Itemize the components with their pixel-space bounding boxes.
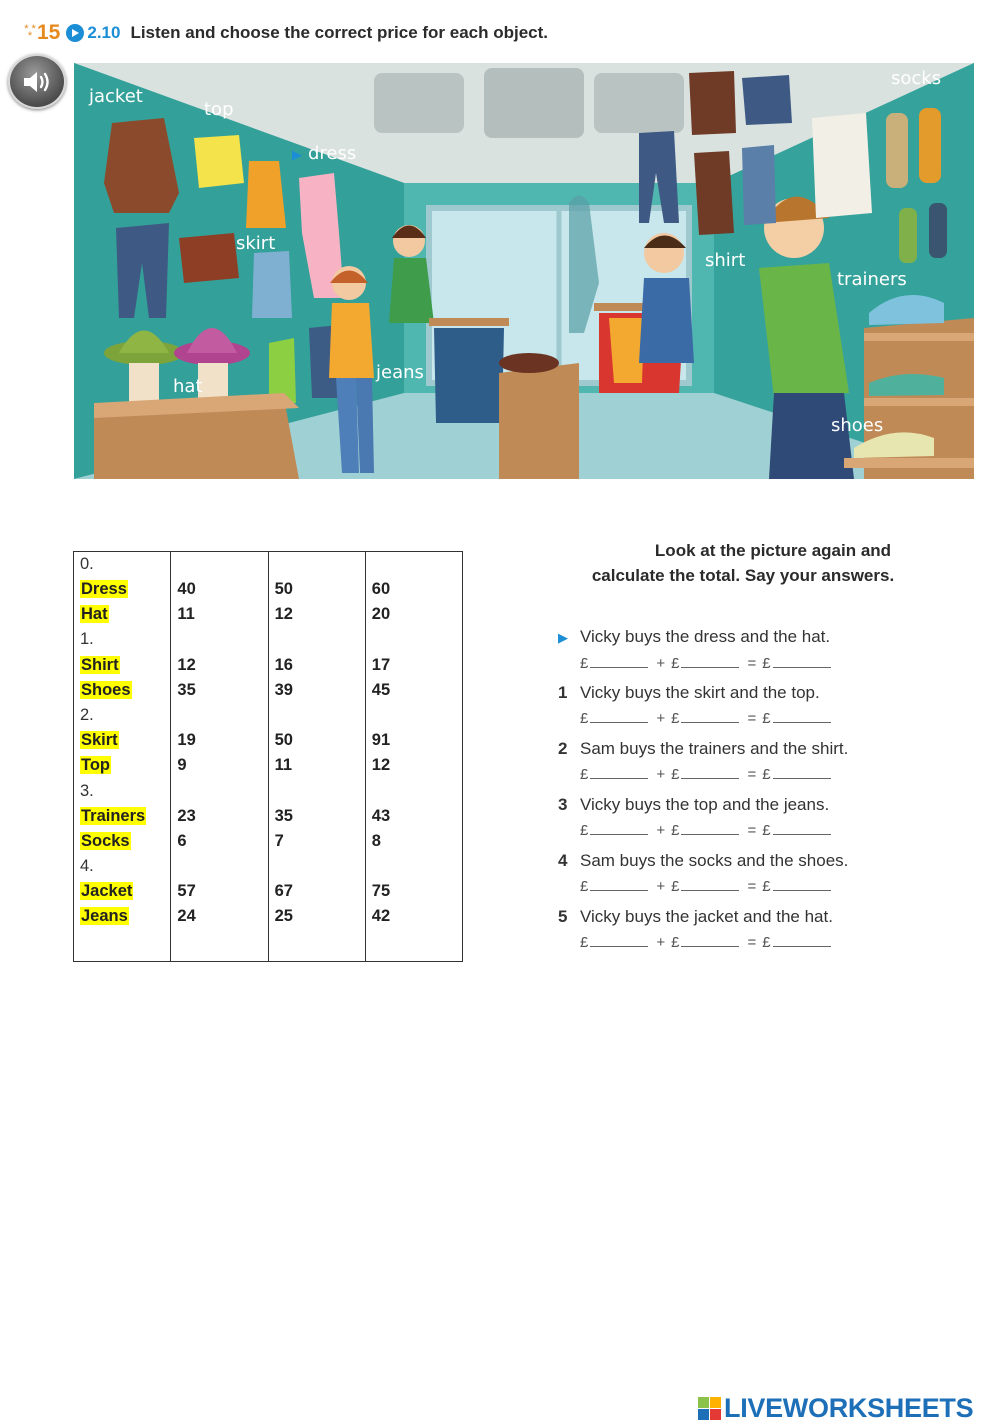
price-table [73, 551, 463, 962]
heading-line: calculate the total. Say your answers. [591, 566, 895, 585]
table-row [74, 829, 463, 854]
list-item [558, 850, 938, 906]
price-option[interactable]: 50 [268, 577, 365, 602]
item-name: Socks [81, 831, 130, 850]
item-text: Vicky buys the top and the jeans. [580, 795, 830, 814]
price-option[interactable]: 16 [268, 653, 365, 678]
answer-blank[interactable] [681, 654, 739, 668]
item-name: Jeans [81, 907, 128, 926]
answer-blank[interactable] [773, 821, 831, 835]
price-option[interactable]: 23 [171, 804, 268, 829]
list-item [558, 738, 938, 794]
track-number: 2.10 [87, 23, 121, 42]
price-option[interactable]: 6 [171, 829, 268, 854]
answer-blank[interactable] [590, 709, 648, 723]
liveworksheets-branding[interactable] [698, 1394, 973, 1422]
answer-blank[interactable] [590, 821, 648, 835]
price-option[interactable]: 12 [268, 602, 365, 627]
group-row [74, 552, 463, 578]
item-name: Skirt [81, 731, 118, 750]
price-option[interactable]: 35 [268, 804, 365, 829]
price-option[interactable]: 11 [171, 602, 268, 627]
answer-blank[interactable] [681, 933, 739, 947]
group-row [74, 854, 463, 879]
item-number: 4 [558, 851, 568, 870]
item-text: Vicky buys the dress and the hat. [580, 627, 831, 646]
label-skirt: skirt [236, 233, 276, 254]
calculation-heading [548, 538, 938, 588]
answer-blank[interactable] [773, 709, 831, 723]
answer-blank[interactable] [681, 765, 739, 779]
label-hat: hat [173, 376, 203, 397]
instruction-text: Listen and choose the correct price for each object. [130, 23, 549, 42]
clothes-shop-illustration [74, 63, 974, 479]
label-dress-text: dress [308, 143, 357, 164]
price-option[interactable]: 50 [268, 728, 365, 753]
price-option[interactable]: 75 [365, 879, 462, 904]
price-option[interactable]: 20 [365, 602, 462, 627]
price-option[interactable]: 12 [365, 753, 462, 778]
label-dress [292, 143, 356, 164]
item-text: Vicky buys the skirt and the top. [580, 683, 820, 702]
price-option[interactable]: 39 [268, 678, 365, 703]
price-option[interactable]: 17 [365, 653, 462, 678]
difficulty-stars: * * * [24, 23, 36, 42]
label-jeans: jeans [376, 362, 424, 383]
audio-play-button[interactable] [8, 54, 66, 109]
price-option[interactable]: 24 [171, 904, 268, 929]
calculation-list [558, 626, 938, 962]
price-option[interactable]: 8 [365, 829, 462, 854]
answer-line: £ + £ = £ [580, 654, 938, 672]
item-name: Dress [81, 580, 127, 598]
answer-blank[interactable] [773, 654, 831, 668]
price-option[interactable]: 35 [171, 678, 268, 703]
price-option[interactable]: 11 [268, 753, 365, 778]
answer-line: £ + £ = £ [580, 821, 938, 839]
list-item [558, 626, 938, 682]
calculation-section [558, 538, 938, 962]
table-row [74, 577, 463, 602]
table-row [74, 753, 463, 778]
label-shirt: shirt [705, 250, 746, 271]
price-option[interactable]: 42 [365, 904, 462, 929]
group-row [74, 703, 463, 728]
group-number: 1. [74, 627, 171, 652]
answer-line: £ + £ = £ [580, 709, 938, 727]
item-name: Shoes [81, 680, 131, 699]
answer-blank[interactable] [681, 877, 739, 891]
table-row [74, 804, 463, 829]
answer-blank[interactable] [773, 765, 831, 779]
label-jacket: jacket [89, 86, 143, 107]
brand-name: LIVEWORKSHEETS [724, 1392, 974, 1423]
price-option[interactable]: 91 [365, 728, 462, 753]
answer-blank[interactable] [590, 654, 648, 668]
answer-blank[interactable] [590, 877, 648, 891]
item-name: Top [81, 756, 111, 775]
item-number: 2 [558, 739, 568, 758]
item-text: Sam buys the trainers and the shirt. [580, 739, 849, 758]
label-shoes: shoes [831, 415, 884, 436]
price-option[interactable]: 12 [171, 653, 268, 678]
item-name: Trainers [81, 806, 146, 825]
item-number: 1 [558, 683, 568, 702]
answer-line: £ + £ = £ [580, 877, 938, 895]
play-circle-icon [66, 24, 84, 42]
exercise-number: 15 [37, 21, 61, 44]
item-text: Sam buys the socks and the shoes. [580, 851, 849, 870]
price-option[interactable]: 7 [268, 829, 365, 854]
group-number: 4. [74, 854, 171, 879]
label-trainers: trainers [837, 269, 907, 290]
answer-blank[interactable] [590, 765, 648, 779]
answer-blank[interactable] [681, 821, 739, 835]
answer-line: £ + £ = £ [580, 765, 938, 783]
answer-blank[interactable] [590, 933, 648, 947]
list-item [558, 682, 938, 738]
item-name: Shirt [81, 655, 119, 674]
price-option[interactable]: 40 [171, 577, 268, 602]
group-number: 3. [74, 779, 171, 804]
table-row [74, 728, 463, 753]
table-row [74, 653, 463, 678]
item-text: Vicky buys the jacket and the hat. [580, 907, 833, 926]
price-option[interactable]: 19 [171, 728, 268, 753]
item-name: Jacket [81, 882, 133, 901]
price-option[interactable]: 43 [365, 804, 462, 829]
group-row [74, 779, 463, 804]
group-row [74, 627, 463, 652]
price-option[interactable]: 60 [365, 577, 462, 602]
answer-blank[interactable] [773, 877, 831, 891]
price-option[interactable]: 25 [268, 904, 365, 929]
answer-blank[interactable] [773, 933, 831, 947]
example-arrow-icon: ▶ [558, 630, 568, 645]
item-number: 5 [558, 907, 568, 926]
list-item [558, 794, 938, 850]
table-row [74, 879, 463, 904]
table-row [74, 678, 463, 703]
speaker-icon [21, 68, 53, 96]
price-option[interactable]: 45 [365, 678, 462, 703]
item-number: 3 [558, 795, 568, 814]
table-row [74, 904, 463, 929]
price-option[interactable]: 67 [268, 879, 365, 904]
price-option[interactable]: 9 [171, 753, 268, 778]
liveworksheets-logo-icon [698, 1397, 721, 1420]
group-number: 2. [74, 703, 171, 728]
label-top: top [204, 99, 234, 120]
answer-line: £ + £ = £ [580, 933, 938, 951]
price-option[interactable]: 57 [171, 879, 268, 904]
list-item [558, 906, 938, 962]
heading-line: Look at the picture again and [654, 541, 892, 560]
exercise-header [24, 18, 548, 48]
arrow-icon: ▶ [292, 148, 302, 163]
label-socks: socks [891, 68, 942, 89]
item-name: Hat [81, 605, 108, 624]
answer-blank[interactable] [681, 709, 739, 723]
table-row [74, 602, 463, 627]
group-number: 0. [74, 552, 171, 578]
